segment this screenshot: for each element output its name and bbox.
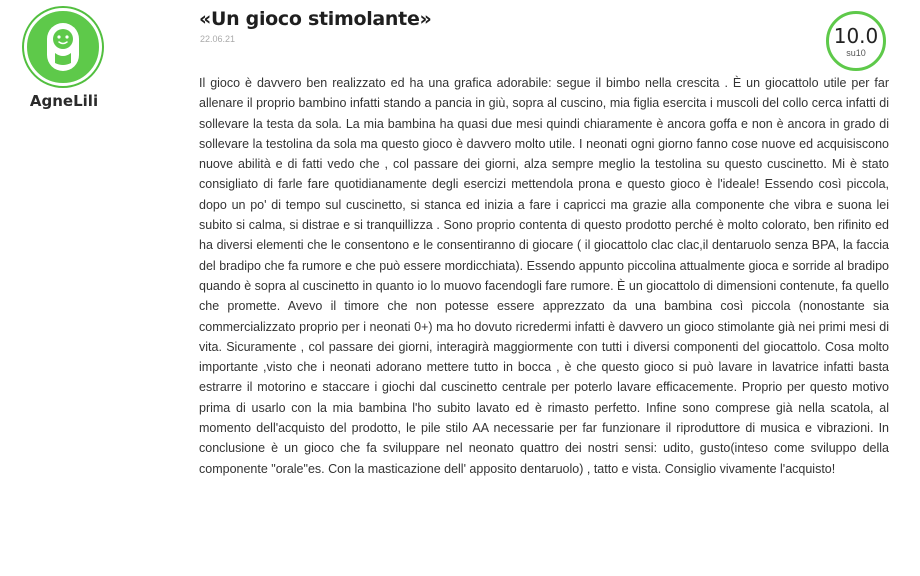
review-date: 22.06.21 (200, 34, 236, 44)
score-badge (826, 11, 886, 71)
user-avatar[interactable] (24, 8, 102, 86)
review-body: Il gioco è davvero ben realizzato ed ha una grafica adorabile: segue il bimbo nella crescita . È un giocattolo utile per far allenare il proprio bambino infatti stando a pancia in giù, sopra al cuscino, mia figlia esercita i muscoli del collo cerca infatti di sollevare la testa da sola. La mia bambina ha quasi due mesi quindi chiaramente è ancora goffa e non è ancora in grado di sollevare la testolina da sola ma questo gioco è davvero molto utile. I neonati ogni giorno fanno cose nuove ed acquisiscono nuove abilità e di fatti vedo che , col passare dei giorni, alza sempre meglio la testolina su questo cuscinetto. Mi è stato consigliato di farle fare quotidianamente degli esercizi mettendola prona e questo gioco è l'ideale! Essendo così piccola, dopo un po' di tempo sul cuscinetto, si stanca ed inizia a fare i capricci ma grazie alla componente che vibra e suona lei subito si calma, si distrae e si tranquillizza . Sono proprio contenta di questo prodotto perché è molto colorato, ben rifinito ed ha diversi elementi che le consentono e le consentiranno di giocare ( il giocattolo clac clac,il dentaruolo senza BPA, la faccia del bradipo che fa rumore e che può essere mordicchiata). Essendo appunto piccolina attualmente gioca e sorride al bradipo quando è sopra al cuscinetto in quanto io lo muovo facendogli fare rumore. È un giocattolo di dimensioni contenute, fa quello che promette. Avevo il timore che non potesse essere apprezzato da una bambina così piccola (nonostante sia commercializzato proprio per i neonati 0+) ma ho dovuto ricredermi infatti è davvero un gioco stimolante già nei primi mesi di vita. Sicuramente , col passare dei giorni, interagirà maggiormente con tutti i diversi componenti del giocattolo. Cosa molto importante ,visto che i neonati adorano mettere tutto in bocca , è che questo gioco si può lavare in lavatrice infatti basta estrarre il motorino e staccare i giochi dal cuscinetto centrale per poterlo lavare efficacemente. Proprio per questo motivo prima di usarlo con la mia bambina l'ho subito lavato ed è rimasto perfetto. Infine sono comprese già nella scatola, al momento dell'acquisto del prodotto, le pile stilo AA necessarie per far funzionare il riproduttore di musica e vibrazioni. In conclusione è un gioco che fa sviluppare nel neonato quattro dei nostri sensi: udito, gusto(inteso come sviluppo della componente "orale"es. Con la masticazione dell' apposito dentaruolo) , tatto e vista. Consiglio vivamente l'acquisto! (199, 76, 889, 476)
review-title: «Un gioco stimolante» (199, 8, 432, 30)
score-value: 10.0 (833, 23, 879, 48)
username[interactable]: AgneLili (29, 92, 99, 110)
score-scale: su10 (846, 47, 866, 58)
baby-face-icon (41, 21, 85, 73)
